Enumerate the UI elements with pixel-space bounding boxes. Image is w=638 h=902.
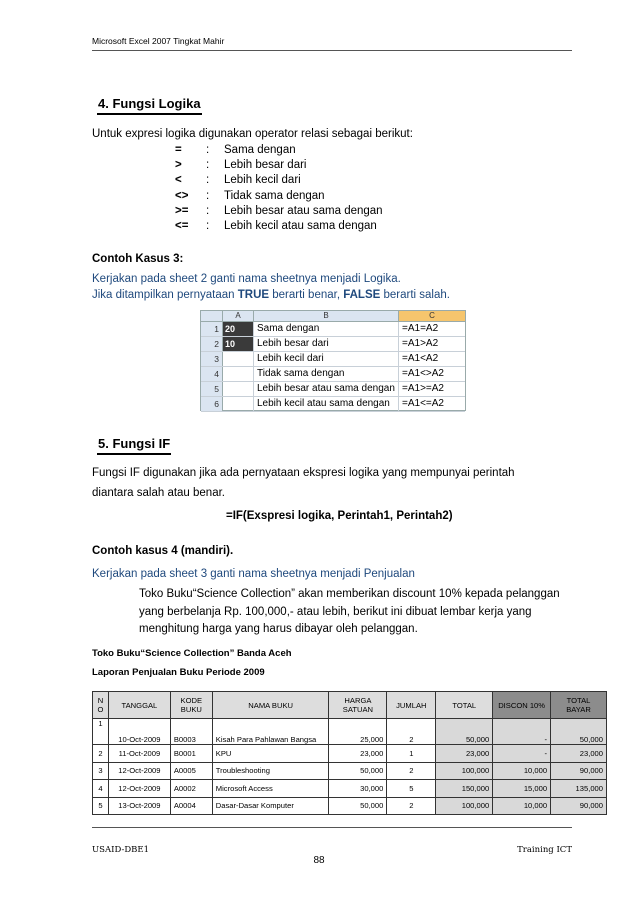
- cell-total-bayar: 90,000: [551, 762, 607, 780]
- case-4-desc-2: yang berbelanja Rp. 100,000,- atau lebih, berikut ini dibuat lembar kerja yang: [139, 606, 532, 618]
- col-nama: NAMA BUKU: [212, 692, 329, 719]
- excel-cell-c: =A1>=A2: [402, 383, 444, 394]
- cell-tanggal: 10-Oct-2009: [108, 719, 170, 745]
- section-5-para-2: diantara salah atau benar.: [92, 487, 225, 499]
- col-harga: HARGA SATUAN: [329, 692, 387, 719]
- excel-cell-b: Tidak sama dengan: [254, 367, 399, 381]
- cell-discon: 15,000: [493, 780, 551, 798]
- cell-tanggal: 11-Oct-2009: [108, 745, 170, 763]
- cell-no: 3: [93, 762, 109, 780]
- excel-cell-c: =A1>A2: [402, 338, 439, 349]
- cell-harga: 50,000: [329, 797, 387, 815]
- operator-desc: Lebih kecil atau sama dengan: [224, 220, 377, 233]
- operator-desc: Lebih besar dari: [224, 158, 307, 171]
- operator-list: [175, 142, 383, 234]
- excel-row-number: 5: [201, 382, 223, 396]
- excel-cell-b: Sama dengan: [254, 322, 399, 336]
- cell-tanggal: 13-Oct-2009: [108, 797, 170, 815]
- excel-row-number: 3: [201, 352, 223, 366]
- excel-cell-c: =A1<A2: [402, 353, 439, 364]
- operator-colon: :: [206, 174, 210, 187]
- cell-discon: 10,000: [493, 762, 551, 780]
- operator-row: [175, 142, 383, 157]
- section-4-intro: Untuk expresi logika digunakan operator relasi sebagai berikut:: [92, 128, 413, 140]
- page-number: 88: [313, 855, 325, 866]
- cell-tanggal: 12-Oct-2009: [108, 762, 170, 780]
- cell-nama: Microsoft Access: [212, 780, 329, 798]
- case-4-title: Contoh kasus 4 (mandiri).: [92, 545, 234, 557]
- cell-total: 100,000: [436, 762, 493, 780]
- excel-column-headers: [201, 311, 465, 322]
- col-tanggal: TANGGAL: [108, 692, 170, 719]
- excel-cell-a: [223, 352, 254, 366]
- operator-row: [175, 203, 383, 218]
- sales-row: [93, 745, 607, 763]
- cell-discon: 10,000: [493, 797, 551, 815]
- excel-cell-c: =A1<=A2: [402, 398, 444, 409]
- cell-discon: -: [493, 745, 551, 763]
- cell-nama: Dasar-Dasar Komputer: [212, 797, 329, 815]
- cell-total-bayar: 135,000: [551, 780, 607, 798]
- excel-row-number: 6: [201, 397, 223, 411]
- cell-kode: A0004: [170, 797, 212, 815]
- excel-cell-a: [223, 397, 254, 411]
- footer-left: USAID-DBE1: [92, 845, 150, 855]
- col-kode: KODE BUKU: [170, 692, 212, 719]
- operator-symbol: >=: [175, 204, 189, 217]
- cell-tanggal: 12-Oct-2009: [108, 780, 170, 798]
- sales-row: [93, 797, 607, 815]
- cell-nama: Kisah Para Pahlawan Bangsa: [212, 719, 329, 745]
- operator-desc: Lebih besar atau sama dengan: [224, 204, 383, 217]
- report-title: Laporan Penjualan Buku Periode 2009: [92, 667, 265, 678]
- excel-col-b: B: [254, 311, 399, 321]
- excel-cell-b: Lebih kecil atau sama dengan: [254, 397, 399, 411]
- cell-harga: 23,000: [329, 745, 387, 763]
- operator-row: [175, 173, 383, 188]
- section-5-para-1: Fungsi IF digunakan jika ada pernyataan ekspresi logika yang mempunyai perintah: [92, 467, 515, 479]
- sales-header-row: [93, 692, 607, 719]
- excel-row: [201, 337, 465, 352]
- cell-kode: A0005: [170, 762, 212, 780]
- operator-desc: Tidak sama dengan: [224, 189, 325, 202]
- excel-cell-c: =A1=A2: [402, 323, 439, 334]
- sales-row: [93, 780, 607, 798]
- cell-kode: A0002: [170, 780, 212, 798]
- cell-total-bayar: 90,000: [551, 797, 607, 815]
- cell-total: 50,000: [436, 719, 493, 745]
- excel-col-c: C: [399, 311, 465, 321]
- cell-jumlah: 2: [387, 762, 436, 780]
- excel-row: [201, 367, 465, 382]
- operator-colon: :: [206, 143, 210, 156]
- sales-row: [93, 719, 607, 745]
- excel-cell-a: 20: [223, 322, 254, 336]
- operator-desc: Sama dengan: [224, 143, 296, 156]
- page-header: Microsoft Excel 2007 Tingkat Mahir: [92, 36, 225, 46]
- case-3-title: Contoh Kasus 3:: [92, 253, 184, 265]
- excel-row: [201, 352, 465, 367]
- col-total: TOTAL: [436, 692, 493, 719]
- excel-row-number: 2: [201, 337, 223, 351]
- store-name: Toko Buku“Science Collection” Banda Aceh: [92, 648, 292, 659]
- case-4-desc-1: Toko Buku“Science Collection” akan memberikan discount 10% kepada pelanggan: [139, 588, 560, 600]
- cell-jumlah: 5: [387, 780, 436, 798]
- cell-no: 4: [93, 780, 109, 798]
- cell-nama: Troubleshooting: [212, 762, 329, 780]
- cell-jumlah: 2: [387, 797, 436, 815]
- cell-harga: 50,000: [329, 762, 387, 780]
- cell-total: 100,000: [436, 797, 493, 815]
- cell-no: 1: [93, 719, 109, 745]
- excel-col-a: A: [223, 311, 254, 321]
- if-formula: =IF(Exspresi logika, Perintah1, Perintah2): [226, 510, 453, 522]
- case-4-desc-3: menghitung harga yang harus dibayar oleh pelanggan.: [139, 623, 418, 635]
- operator-symbol: <: [175, 174, 182, 187]
- operator-colon: :: [206, 189, 210, 202]
- header-divider: [92, 50, 572, 51]
- operator-colon: :: [206, 158, 210, 171]
- cell-no: 5: [93, 797, 109, 815]
- cell-total-bayar: 50,000: [551, 719, 607, 745]
- section-4-title: 4. Fungsi Logika: [97, 95, 202, 115]
- cell-harga: 30,000: [329, 780, 387, 798]
- excel-cell-c: =A1<>A2: [402, 368, 444, 379]
- excel-logic-snippet: [200, 310, 466, 411]
- cell-discon: -: [493, 719, 551, 745]
- operator-colon: :: [206, 220, 210, 233]
- cell-total: 23,000: [436, 745, 493, 763]
- case-4-line: Kerjakan pada sheet 3 ganti nama sheetnya menjadi Penjualan: [92, 568, 415, 580]
- excel-cell-a: [223, 382, 254, 396]
- excel-row: [201, 397, 465, 412]
- excel-cell-b: Lebih besar dari: [254, 337, 399, 351]
- operator-symbol: <>: [175, 189, 189, 202]
- sales-table: [92, 691, 607, 815]
- cell-jumlah: 1: [387, 745, 436, 763]
- col-no: N O: [93, 692, 109, 719]
- operator-row: [175, 157, 383, 172]
- operator-symbol: <=: [175, 220, 189, 233]
- excel-row-number: 4: [201, 367, 223, 381]
- cell-kode: B0003: [170, 719, 212, 745]
- cell-kode: B0001: [170, 745, 212, 763]
- excel-row: [201, 322, 465, 337]
- operator-colon: :: [206, 204, 210, 217]
- excel-row-number: 1: [201, 322, 223, 336]
- col-discon: DISCON 10%: [493, 692, 551, 719]
- cell-total-bayar: 23,000: [551, 745, 607, 763]
- excel-row: [201, 382, 465, 397]
- excel-cell-a: 10: [223, 337, 254, 351]
- cell-jumlah: 2: [387, 719, 436, 745]
- operator-row: [175, 218, 383, 233]
- case-3-line-1: Kerjakan pada sheet 2 ganti nama sheetnya menjadi Logika.: [92, 273, 401, 285]
- cell-total: 150,000: [436, 780, 493, 798]
- cell-harga: 25,000: [329, 719, 387, 745]
- excel-cell-b: Lebih besar atau sama dengan: [254, 382, 399, 396]
- excel-cell-a: [223, 367, 254, 381]
- cell-nama: KPU: [212, 745, 329, 763]
- col-jumlah: JUMLAH: [387, 692, 436, 719]
- case-3-line-2: Jika ditampilkan pernyataan TRUE berarti benar, FALSE berarti salah.: [92, 289, 450, 301]
- footer-right: Training ICT: [517, 845, 572, 855]
- excel-cell-b: Lebih kecil dari: [254, 352, 399, 366]
- section-5-title: 5. Fungsi IF: [97, 435, 171, 455]
- footer-divider: [92, 827, 572, 828]
- cell-no: 2: [93, 745, 109, 763]
- sales-row: [93, 762, 607, 780]
- col-total-bayar: TOTAL BAYAR: [551, 692, 607, 719]
- operator-symbol: >: [175, 158, 182, 171]
- operator-desc: Lebih kecil dari: [224, 174, 301, 187]
- operator-row: [175, 188, 383, 203]
- operator-symbol: =: [175, 143, 182, 156]
